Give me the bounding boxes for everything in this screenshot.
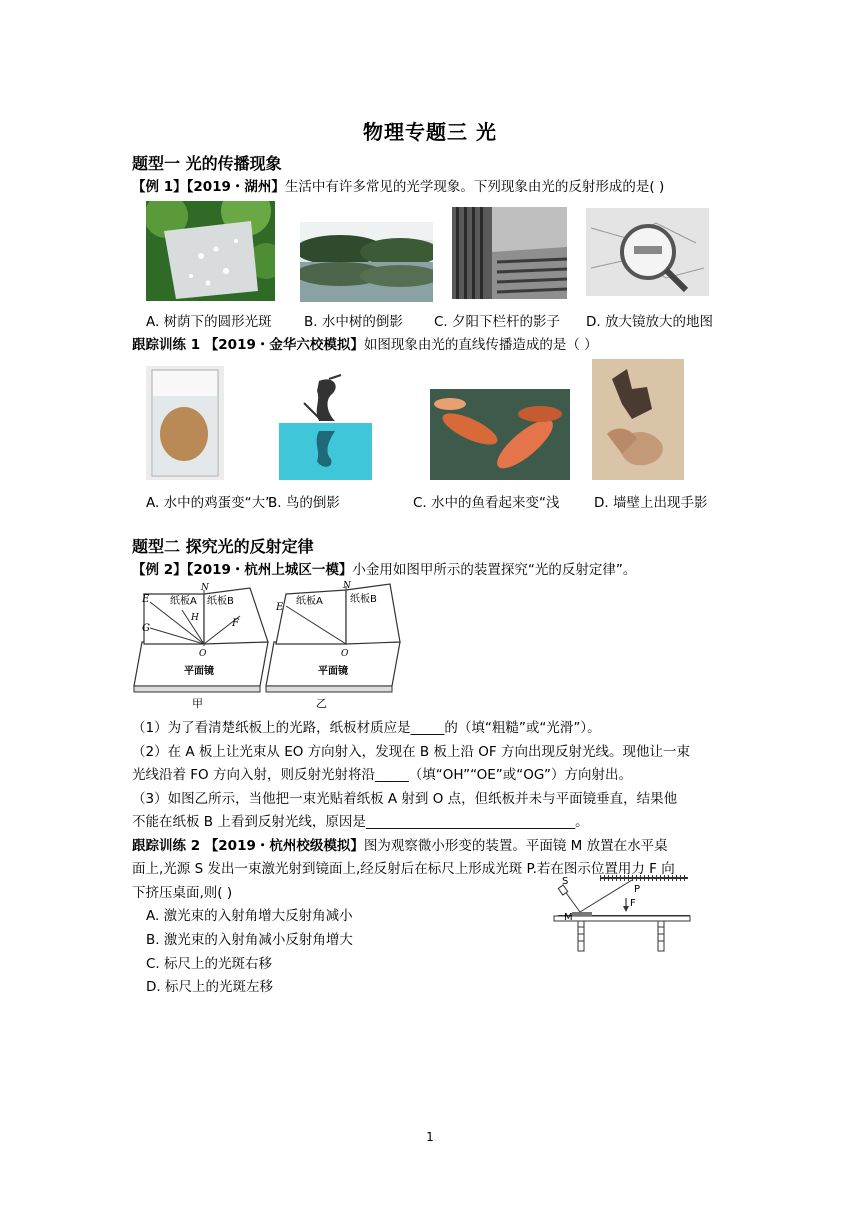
example2-tag: 【例 2】【2019・杭州上城区一模】 — [132, 562, 353, 578]
question-3-line1: （3）如图乙所示，当他把一束光贴着纸板 A 射到 O 点，但纸板并未与平面镜垂直，结果他 — [132, 791, 678, 807]
label-F: F — [630, 898, 636, 909]
tracking2-line3: 下挤压桌面,则( ) — [132, 885, 233, 901]
option-a: A. 激光束的入射角增大反射角减小 — [146, 908, 353, 924]
photo-fish-in-water — [430, 389, 570, 480]
tracking2-text: 图为观察微小形变的装置。平面镜 M 放置在水平桌 — [363, 838, 668, 854]
photo-railing-shadow — [452, 207, 567, 299]
label-F: F — [232, 618, 239, 629]
figure-jia-reflection-setup — [132, 580, 272, 710]
page-title: 物理专题三 光 — [363, 120, 497, 144]
label-mirror: 平面镜 — [184, 666, 214, 677]
ex1-caption-a: A. 树荫下的圆形光斑 — [146, 314, 272, 330]
tracking1 — [132, 333, 598, 353]
page-number: 1 — [426, 1130, 434, 1144]
tracking2 — [132, 834, 668, 854]
tr1-caption-d: D. 墙壁上出现手影 — [594, 495, 708, 511]
label-mirror: 平面镜 — [318, 666, 348, 677]
label-board-b: 纸板B — [207, 596, 234, 607]
example1-tag: 【例 1】【2019・湖州】 — [132, 179, 285, 195]
example2 — [132, 558, 636, 578]
question-2-line1: （2）在 A 板上让光束从 EO 方向射入，发现在 B 板上沿 OF 方向出现反射光线。现他让一束 — [132, 744, 690, 760]
ex1-caption-d: D. 放大镜放大的地图 — [586, 314, 713, 330]
question-3-line2: 不能在纸板 B 上看到反射光线，原因是_______________________________。 — [132, 814, 589, 830]
photo-magnifier-map — [586, 208, 709, 296]
tr1-caption-b: B. 鸟的倒影 — [268, 495, 340, 511]
tracking1-text: 如图现象由光的直线传播造成的是（ ） — [363, 337, 598, 353]
ex1-caption-b: B. 水中树的倒影 — [304, 314, 403, 330]
tracking1-tag: 跟踪训练 1 【2019・金华六校模拟】 — [132, 337, 364, 353]
example1 — [132, 175, 664, 195]
label-N: N — [343, 581, 351, 591]
label-O: O — [199, 649, 207, 659]
option-c: C. 标尺上的光斑右移 — [146, 956, 273, 972]
label-S: S — [562, 876, 569, 887]
label-yi: 乙 — [316, 697, 327, 710]
label-M: M — [564, 912, 573, 923]
figure-desk-deformation — [550, 874, 695, 956]
figure-yi-reflection-setup — [264, 580, 404, 710]
tr1-caption-c: C. 水中的鱼看起来变“浅 — [413, 495, 560, 511]
section2-heading: 题型二 探究光的反射定律 — [132, 537, 314, 556]
label-H: H — [191, 613, 199, 623]
example2-text: 小金用如图甲所示的装置探究“光的反射定律”。 — [352, 562, 637, 578]
example1-text: 生活中有许多常见的光学现象。下列现象由光的反射形成的是( ) — [284, 179, 665, 195]
drawing-bird-reflection — [279, 373, 372, 480]
question-2-line2: 光线沿着 FO 方向入射，则反射光射将沿_____（填“OH”“OE”或“OG”）方向射出。 — [132, 767, 633, 783]
label-O: O — [341, 649, 349, 659]
photo-tree-shade-light-spots — [146, 201, 275, 301]
section1-heading: 题型一 光的传播现象 — [132, 154, 282, 173]
label-board-a: 纸板A — [170, 596, 197, 607]
photo-hand-shadow — [592, 359, 684, 480]
tr1-caption-a: A. 水中的鸡蛋变“大” — [146, 495, 273, 511]
question-1: （1）为了看清楚纸板上的光路，纸板材质应是_____的（填“粗糙”或“光滑”）。 — [132, 720, 601, 736]
label-jia: 甲 — [192, 697, 203, 710]
label-G: G — [142, 623, 150, 634]
ex1-caption-c: C. 夕阳下栏杆的影子 — [434, 314, 561, 330]
label-E: E — [276, 602, 284, 613]
label-P: P — [634, 884, 641, 895]
tracking2-tag: 跟踪训练 2 【2019・杭州校级模拟】 — [132, 838, 364, 854]
tracking2-line2: 面上,光源 S 发出一束激光射到镜面上,经反射后在标尺上形成光斑 P.若在图示位置用力 F 向 — [132, 861, 675, 877]
option-d: D. 标尺上的光斑左移 — [146, 979, 273, 995]
label-N: N — [201, 583, 209, 593]
label-E: E — [142, 594, 150, 605]
photo-tree-reflection — [300, 222, 433, 302]
photo-egg-in-water — [146, 366, 224, 480]
option-b: B. 激光束的入射角减小反射角增大 — [146, 932, 353, 948]
label-board-a: 纸板A — [296, 596, 323, 607]
label-board-b: 纸板B — [350, 594, 377, 605]
